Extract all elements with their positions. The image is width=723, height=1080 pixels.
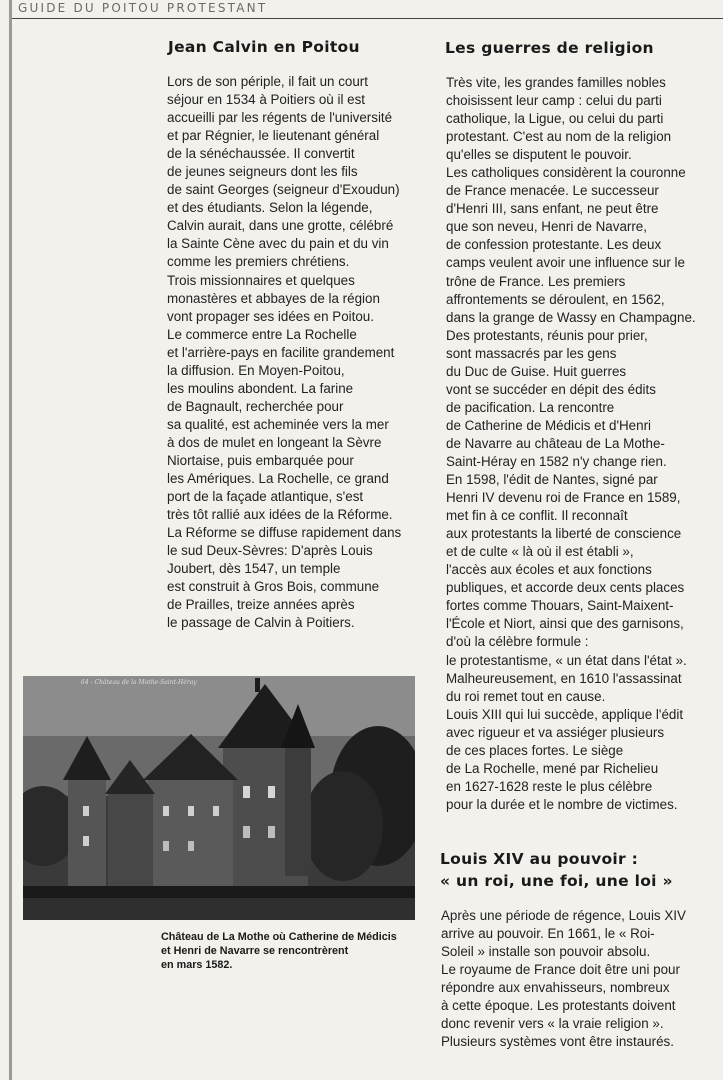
- text-line: et de culte « là où il est établi »,: [446, 544, 634, 560]
- text-line: sa qualité, est acheminée vers la mer: [167, 416, 389, 432]
- text-line: Après une période de régence, Louis XIV: [441, 908, 686, 923]
- text-line: monastères et abbayes de la région: [167, 290, 380, 306]
- title-line: « un roi, une foi, une loi »: [440, 872, 673, 890]
- text-line: Henri IV devenu roi de France en 1589,: [446, 490, 681, 506]
- text-line: accueilli par les régents de l'université: [167, 110, 393, 126]
- text-line: En 1598, l'édit de Nantes, signé par: [446, 472, 658, 488]
- text-line: la Sainte Cène avec du pain et du vin: [167, 236, 389, 252]
- text-line: Lors de son périple, il fait un court: [167, 74, 368, 89]
- chateau-illustration: [23, 676, 415, 920]
- text-line: de France menacée. Le successeur: [446, 183, 659, 199]
- text-line: Niortaise, puis embarquée pour: [167, 452, 354, 468]
- section-title-calvin: Jean Calvin en Poitou: [168, 38, 360, 56]
- caption-line: et Henri de Navarre se rencontrèrent: [161, 944, 349, 957]
- text-line: de jeunes seigneurs dont les fils: [167, 164, 358, 180]
- text-line: vont se succéder en dépit des édits: [446, 381, 656, 397]
- text-line: La Réforme se diffuse rapidement dans: [167, 525, 402, 541]
- header-rule: [12, 18, 723, 19]
- photo-caption: [161, 931, 397, 972]
- text-line: de Bagnault, recherchée pour: [167, 398, 344, 414]
- text-line: sont massacrés par les gens: [446, 345, 617, 361]
- right-column-text-2: [441, 907, 686, 1051]
- caption-line: en mars 1582.: [161, 958, 233, 971]
- text-line: affrontements se déroulent, en 1562,: [446, 291, 665, 307]
- text-line: très tôt rallié aux idées de la Réforme.: [167, 507, 393, 523]
- text-line: la diffusion. En Moyen-Poitou,: [167, 362, 345, 378]
- text-line: Le commerce entre La Rochelle: [167, 326, 357, 342]
- text-line: les Amériques. La Rochelle, ce grand: [167, 471, 389, 487]
- text-line: à cette époque. Les protestants doivent: [441, 998, 676, 1014]
- text-line: met fin à ce conflit. Il reconnaît: [446, 508, 628, 524]
- text-line: d'où la célèbre formule :: [446, 634, 589, 650]
- text-line: en 1627-1628 reste le plus célèbre: [446, 778, 653, 794]
- text-line: de Catherine de Médicis et d'Henri: [446, 417, 652, 433]
- text-line: de Navarre au château de La Mothe-: [446, 435, 665, 451]
- text-line: Le royaume de France doit être uni pour: [441, 962, 680, 978]
- photo-label: 64 - Château de la Mothe-Saint-Héray: [81, 679, 197, 686]
- text-line: qu'elles se disputent le pouvoir.: [446, 147, 632, 163]
- text-line: camps veulent avoir une influence sur le: [446, 255, 685, 271]
- text-line: trône de France. Les premiers: [446, 273, 626, 289]
- text-line: Calvin aurait, dans une grotte, célébré: [167, 218, 394, 234]
- text-line: du Duc de Guise. Huit guerres: [446, 363, 627, 379]
- text-line: aux protestants la liberté de conscience: [446, 526, 682, 542]
- text-line: à dos de mulet en longeant la Sèvre: [167, 434, 382, 450]
- left-margin-bar: [9, 0, 12, 1080]
- text-line: est construit à Gros Bois, commune: [167, 579, 380, 595]
- text-line: Louis XIII qui lui succède, applique l'édit: [446, 706, 684, 722]
- text-line: Joubert, dès 1547, un temple: [167, 561, 341, 577]
- text-line: et par Régnier, le lieutenant général: [167, 128, 380, 144]
- text-line: répondre aux envahisseurs, nombreux: [441, 980, 670, 996]
- text-line: l'École et Niort, ainsi que des garnisons,: [446, 616, 684, 632]
- chateau-photo: [23, 676, 415, 920]
- section-title-louis-xiv: [440, 848, 673, 892]
- text-line: et l'arrière-pays en facilite grandement: [167, 344, 395, 360]
- text-line: de confession protestante. Les deux: [446, 237, 662, 253]
- text-line: de la sénéchaussée. Il convertit: [167, 146, 355, 162]
- text-line: fortes comme Thouars, Saint-Maixent-: [446, 598, 674, 614]
- text-line: Malheureusement, en 1610 l'assassinat: [446, 670, 682, 686]
- text-line: le protestantisme, « un état dans l'état ».: [446, 652, 687, 668]
- running-head: GUIDE DU POITOU PROTESTANT: [18, 1, 268, 15]
- text-line: et des étudiants. Selon la légende,: [167, 200, 373, 216]
- right-column-text: [446, 74, 696, 814]
- text-line: comme les premiers chrétiens.: [167, 254, 350, 270]
- text-line: de saint Georges (seigneur d'Exoudun): [167, 182, 400, 198]
- text-line: de ces places fortes. Le siège: [446, 742, 624, 758]
- text-line: l'accès aux écoles et aux fonctions: [446, 562, 652, 578]
- text-line: Plusieurs systèmes vont être instaurés.: [441, 1034, 674, 1050]
- text-line: le passage de Calvin à Poitiers.: [167, 615, 355, 631]
- text-line: Trois missionnaires et quelques: [167, 272, 355, 288]
- text-line: dans la grange de Wassy en Champagne.: [446, 309, 696, 325]
- section-title-guerres: Les guerres de religion: [445, 39, 654, 57]
- text-line: arrive au pouvoir. En 1661, le « Roi-: [441, 926, 655, 942]
- text-line: port de la façade atlantique, s'est: [167, 489, 364, 505]
- text-line: de Prailles, treize années après: [167, 597, 355, 613]
- text-line: que son neveu, Henri de Navarre,: [446, 219, 647, 235]
- text-line: pour la durée et le nombre de victimes.: [446, 796, 678, 812]
- title-line: Louis XIV au pouvoir :: [440, 850, 639, 868]
- text-line: d'Henri III, sans enfant, ne peut être: [446, 201, 659, 217]
- text-line: séjour en 1534 à Poitiers où il est: [167, 92, 366, 108]
- text-line: Les catholiques considèrent la couronne: [446, 165, 686, 181]
- text-line: catholique, la Ligue, ou celui du parti: [446, 111, 664, 127]
- text-line: de pacification. La rencontre: [446, 399, 615, 415]
- left-column-text: [167, 73, 401, 632]
- text-line: du roi remet tout en cause.: [446, 688, 606, 704]
- text-line: de La Rochelle, mené par Richelieu: [446, 760, 659, 776]
- text-line: Soleil » installe son pouvoir absolu.: [441, 944, 651, 960]
- text-line: vont propager ses idées en Poitou.: [167, 308, 374, 324]
- text-line: protestant. C'est au nom de la religion: [446, 129, 672, 145]
- text-line: les moulins abondent. La farine: [167, 380, 354, 396]
- text-line: donc revenir vers « la vraie religion ».: [441, 1016, 664, 1032]
- text-line: Saint-Héray en 1582 n'y change rien.: [446, 453, 667, 469]
- text-line: publiques, et accorde deux cents places: [446, 580, 685, 596]
- text-line: choisissent leur camp : celui du parti: [446, 93, 662, 109]
- text-line: Des protestants, réunis pour prier,: [446, 327, 648, 343]
- text-line: Très vite, les grandes familles nobles: [446, 75, 666, 90]
- text-line: avec rigueur et va assiéger plusieurs: [446, 724, 665, 740]
- text-line: le sud Deux-Sèvres: D'après Louis: [167, 543, 373, 559]
- caption-line: Château de La Mothe où Catherine de Médicis: [161, 931, 397, 943]
